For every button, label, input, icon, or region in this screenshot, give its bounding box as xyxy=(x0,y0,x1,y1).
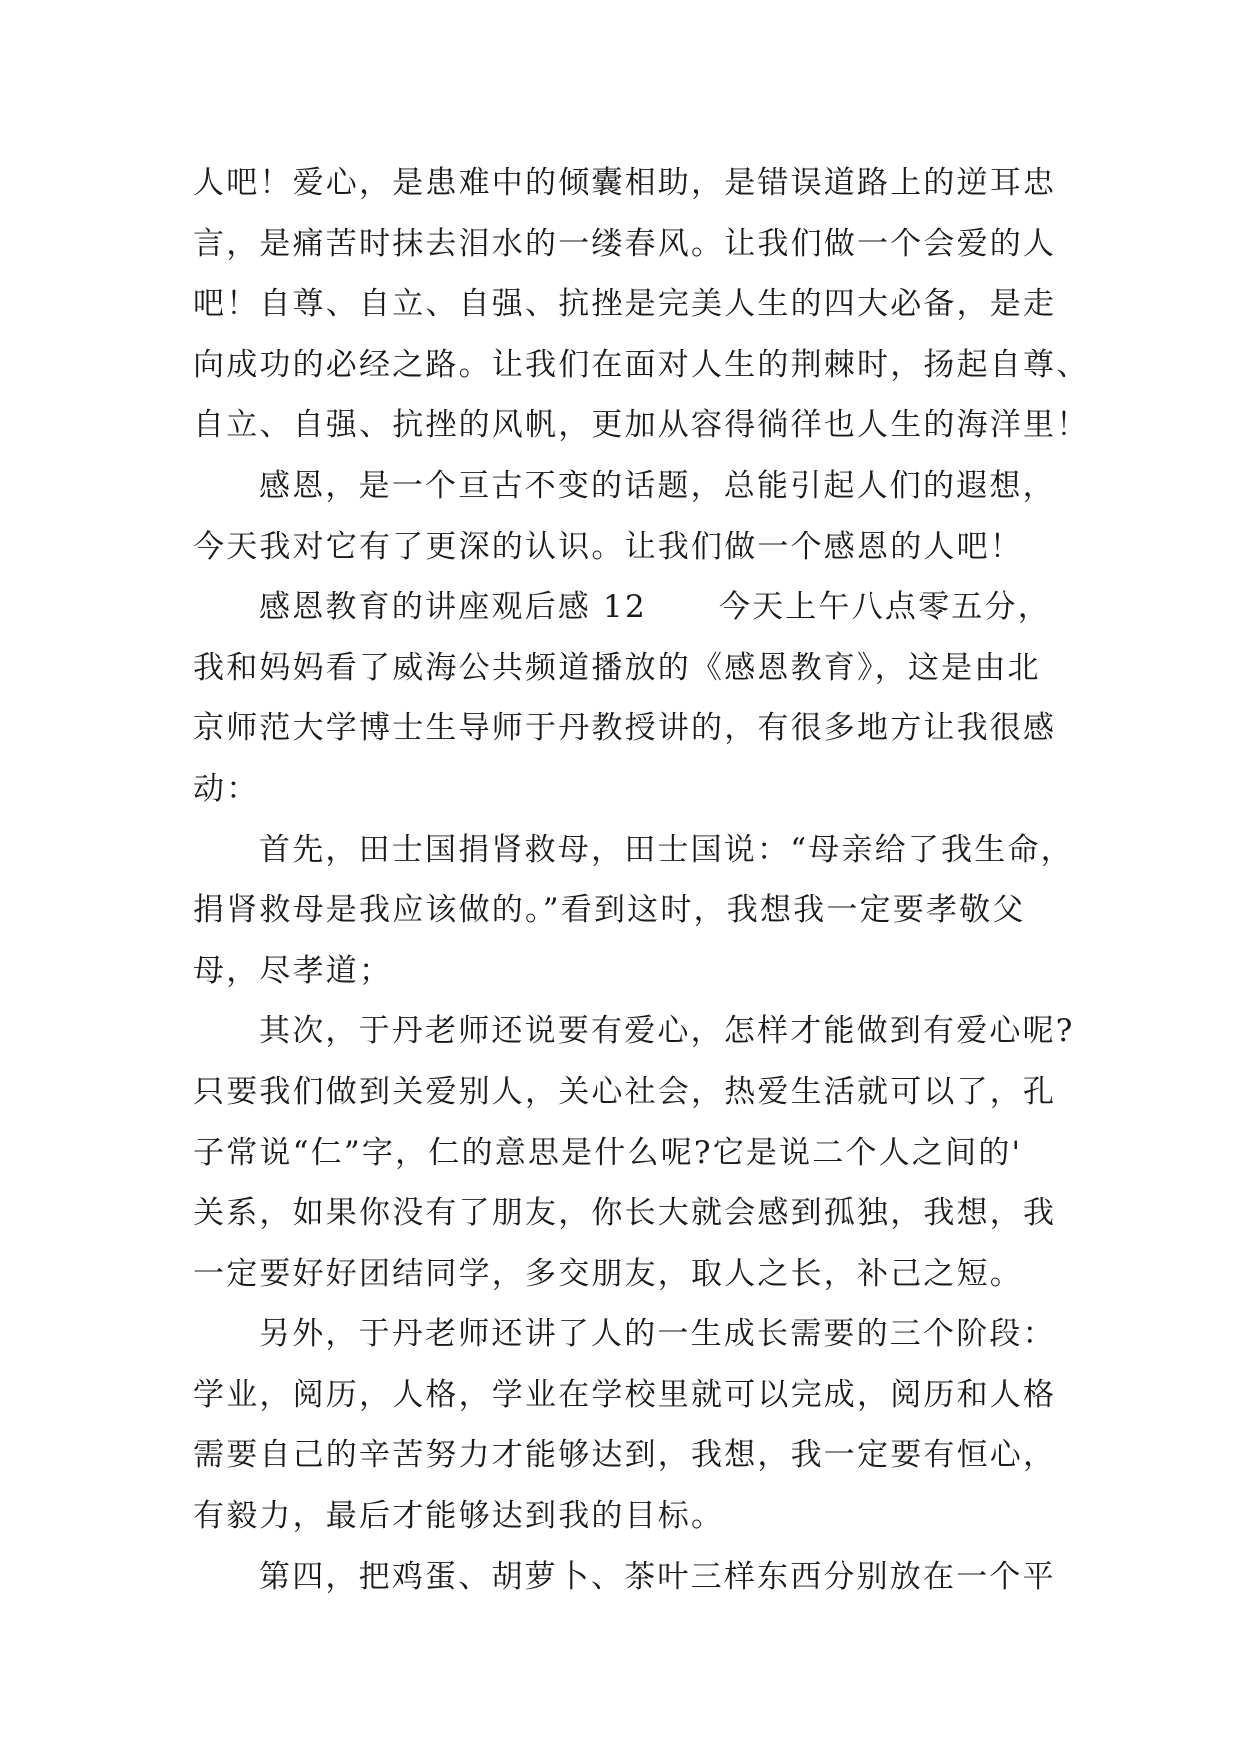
essay-title: 感恩教育的讲座观后感 12 xyxy=(259,589,647,626)
text-line: 学业，阅历，人格，学业在学校里就可以完成，阅历和人格 xyxy=(193,1376,1057,1413)
text-line: 子常说“仁”字，仁的意思是什么呢?它是说二个人之间的' xyxy=(193,1134,1023,1171)
text-line: 母，尽孝道； xyxy=(193,952,393,989)
text-line: 自立、自强、抗挫的风帆，更加从容得徜徉也人生的海洋里！ xyxy=(193,407,1090,444)
text-line: 向成功的必经之路。让我们在面对人生的荆棘时，扬起自尊、 xyxy=(193,346,1090,383)
paragraph-start: 第四，把鸡蛋、胡萝卜、茶叶三样东西分别放在一个平 xyxy=(259,1558,1056,1595)
paragraph-start: 首先，田士国捐肾救母，田士国说：“母亲给了我生命， xyxy=(259,831,1074,868)
text-line: 动： xyxy=(193,770,260,807)
text-line: 关系，如果你没有了朋友，你长大就会感到孤独，我想，我 xyxy=(193,1195,1057,1232)
paragraph-start: 其次，于丹老师还说要有爱心，怎样才能做到有爱心呢? xyxy=(259,1013,1075,1050)
body-text xyxy=(193,153,1090,1607)
text-line: 只要我们做到关爱别人，关心社会，热爱生活就可以了，孔 xyxy=(193,1073,1057,1110)
text-line: 我和妈妈看了威海公共频道播放的《感恩教育》，这是由北 xyxy=(193,649,1041,686)
text-line: 一定要好好团结同学，多交朋友，取人之长，补己之短。 xyxy=(193,1255,1023,1292)
text-line: 捐肾救母是我应该做的。”看到这时，我想我一定要孝敬父 xyxy=(193,892,1026,929)
text-line: 有毅力，最后才能够达到我的目标。 xyxy=(193,1498,725,1535)
text-line: 京师范大学博士生导师于丹教授讲的，有很多地方让我很感 xyxy=(193,710,1057,747)
paragraph-start: 另外，于丹老师还讲了人的一生成长需要的三个阶段： xyxy=(259,1316,1056,1353)
essay-first-text: 今天上午八点零五分， xyxy=(718,589,1051,626)
heading-line xyxy=(193,577,1053,638)
text-line: 言，是痛苦时抹去泪水的一缕春风。让我们做一个会爱的人 xyxy=(193,225,1057,262)
text-line: 吧！自尊、自立、自强、抗挫是完美人生的四大必备，是走 xyxy=(193,286,1057,323)
text-line: 今天我对它有了更深的认识。让我们做一个感恩的人吧！ xyxy=(193,528,1023,565)
text-line: 需要自己的辛苦努力才能够达到，我想，我一定要有恒心， xyxy=(193,1437,1057,1474)
text-line: 人吧！爱心，是患难中的倾囊相助，是错误道路上的逆耳忠 xyxy=(193,165,1057,201)
paragraph-start: 感恩，是一个亘古不变的话题，总能引起人们的遐想， xyxy=(259,467,1056,504)
